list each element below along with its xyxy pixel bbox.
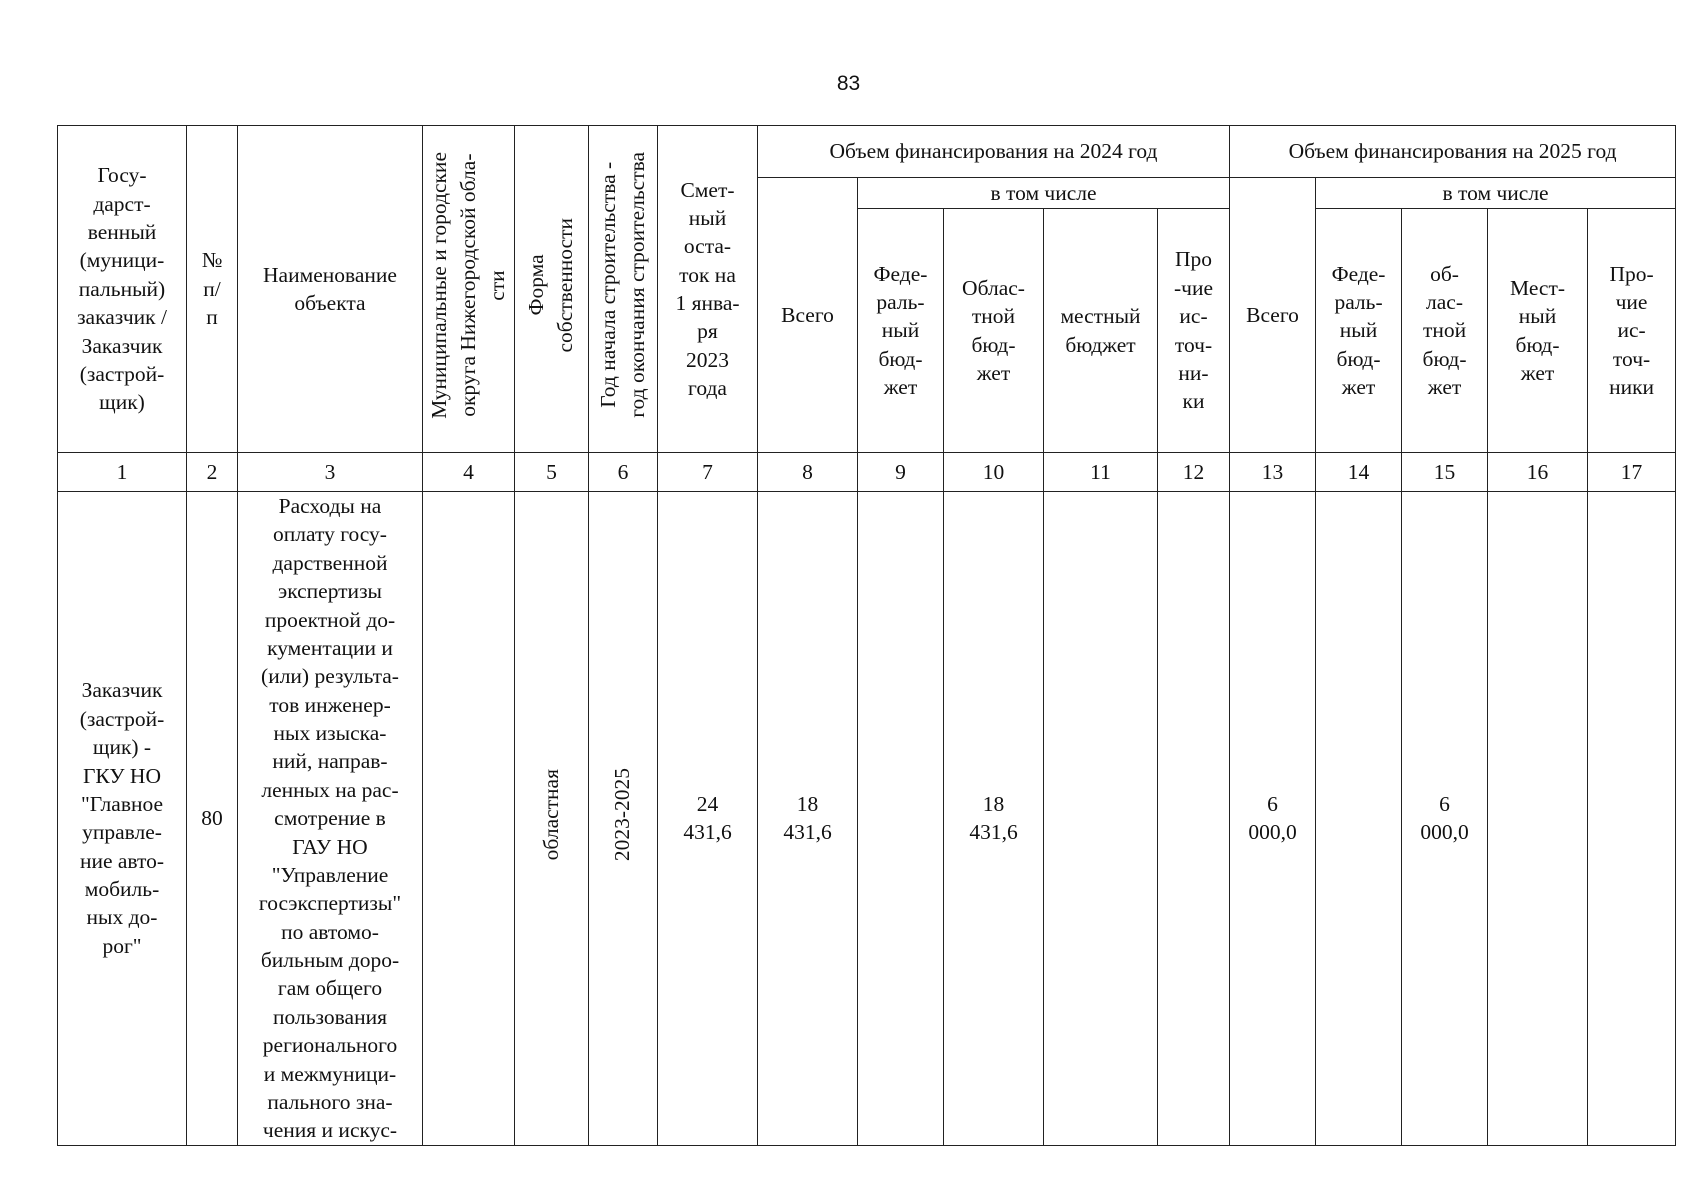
column-number: 5 (515, 453, 589, 492)
header-object-name: Наименование объекта (238, 126, 423, 453)
column-number: 1 (58, 453, 187, 492)
header-municipality: Муниципальные и городские округа Нижегородской обла- сти (423, 126, 515, 453)
header-total-2025: Всего (1230, 178, 1316, 453)
column-number: 3 (238, 453, 423, 492)
header-including-2025: в том числе (1316, 178, 1676, 209)
cell-other-2024 (1158, 492, 1230, 1146)
cell-local-2025 (1488, 492, 1588, 1146)
cell-customer: Заказчик (застрой- щик) - ГКУ НО "Главное управле- ние авто- мобиль- ных до- рог" (58, 492, 187, 1146)
cell-regional-2024: 18 431,6 (944, 492, 1044, 1146)
header-including-2024: в том числе (858, 178, 1230, 209)
cell-object-name: Расходы на оплату госу- дарственной экспертизы проектной до- кументации и (или) результа- тов инженер- ных изыска- ний, направ- ленных на рас- смотрение в ГАУ НО "Управление госэкспертизы" по автомо- бильным доро- гам общего пользования регионального и межмуници- пального зна- чения и искус- (238, 492, 423, 1146)
column-number: 4 (423, 453, 515, 492)
cell-total-2024: 18 431,6 (758, 492, 858, 1146)
cell-number: 80 (187, 492, 238, 1146)
header-federal-2025: Феде- раль- ный бюд- жет (1316, 209, 1402, 453)
header-total-2024: Всего (758, 178, 858, 453)
column-number-row (58, 453, 1676, 492)
funding-table (57, 125, 1676, 1146)
cell-municipality (423, 492, 515, 1146)
header-local-2025: Мест- ный бюд- жет (1488, 209, 1588, 453)
header-local-2024: местный бюджет (1044, 209, 1158, 453)
cell-federal-2024 (858, 492, 944, 1146)
cell-estimate-balance: 24 431,6 (658, 492, 758, 1146)
column-number: 11 (1044, 453, 1158, 492)
column-number: 6 (589, 453, 658, 492)
header-federal-2024: Феде- раль- ный бюд- жет (858, 209, 944, 453)
page-number: 83 (836, 72, 861, 95)
header-other-2024: Про -чие ис- точ- ни- ки (1158, 209, 1230, 453)
cell-local-2024 (1044, 492, 1158, 1146)
header-other-2025: Про- чие ис- точ- ники (1588, 209, 1676, 453)
cell-other-2025 (1588, 492, 1676, 1146)
cell-ownership: областная (515, 492, 589, 1146)
cell-total-2025: 6 000,0 (1230, 492, 1316, 1146)
column-number: 17 (1588, 453, 1676, 492)
column-number: 16 (1488, 453, 1588, 492)
column-number: 12 (1158, 453, 1230, 492)
header-row-1 (58, 126, 1676, 178)
header-funding-2024: Объем финансирования на 2024 год (758, 126, 1230, 178)
column-number: 7 (658, 453, 758, 492)
cell-regional-2025: 6 000,0 (1402, 492, 1488, 1146)
header-customer: Госу- дарст- венный (муници- пальный) заказчик / Заказчик (застрой- щик) (58, 126, 187, 453)
header-ownership: Форма собственности (515, 126, 589, 453)
header-estimate-balance: Смет- ный оста- ток на 1 янва- ря 2023 года (658, 126, 758, 453)
header-funding-2025: Объем финансирования на 2025 год (1230, 126, 1676, 178)
cell-construction-years: 2023-2025 (589, 492, 658, 1146)
header-regional-2024: Облас- тной бюд- жет (944, 209, 1044, 453)
header-number: № п/ п (187, 126, 238, 453)
header-regional-2025: об- лас- тной бюд- жет (1402, 209, 1488, 453)
column-number: 2 (187, 453, 238, 492)
header-construction-years: Год начала строительства - год окончания строительства (589, 126, 658, 453)
column-number: 8 (758, 453, 858, 492)
column-number: 10 (944, 453, 1044, 492)
column-number: 9 (858, 453, 944, 492)
column-number: 15 (1402, 453, 1488, 492)
column-number: 13 (1230, 453, 1316, 492)
cell-federal-2025 (1316, 492, 1402, 1146)
column-number: 14 (1316, 453, 1402, 492)
table-row (58, 492, 1676, 1146)
